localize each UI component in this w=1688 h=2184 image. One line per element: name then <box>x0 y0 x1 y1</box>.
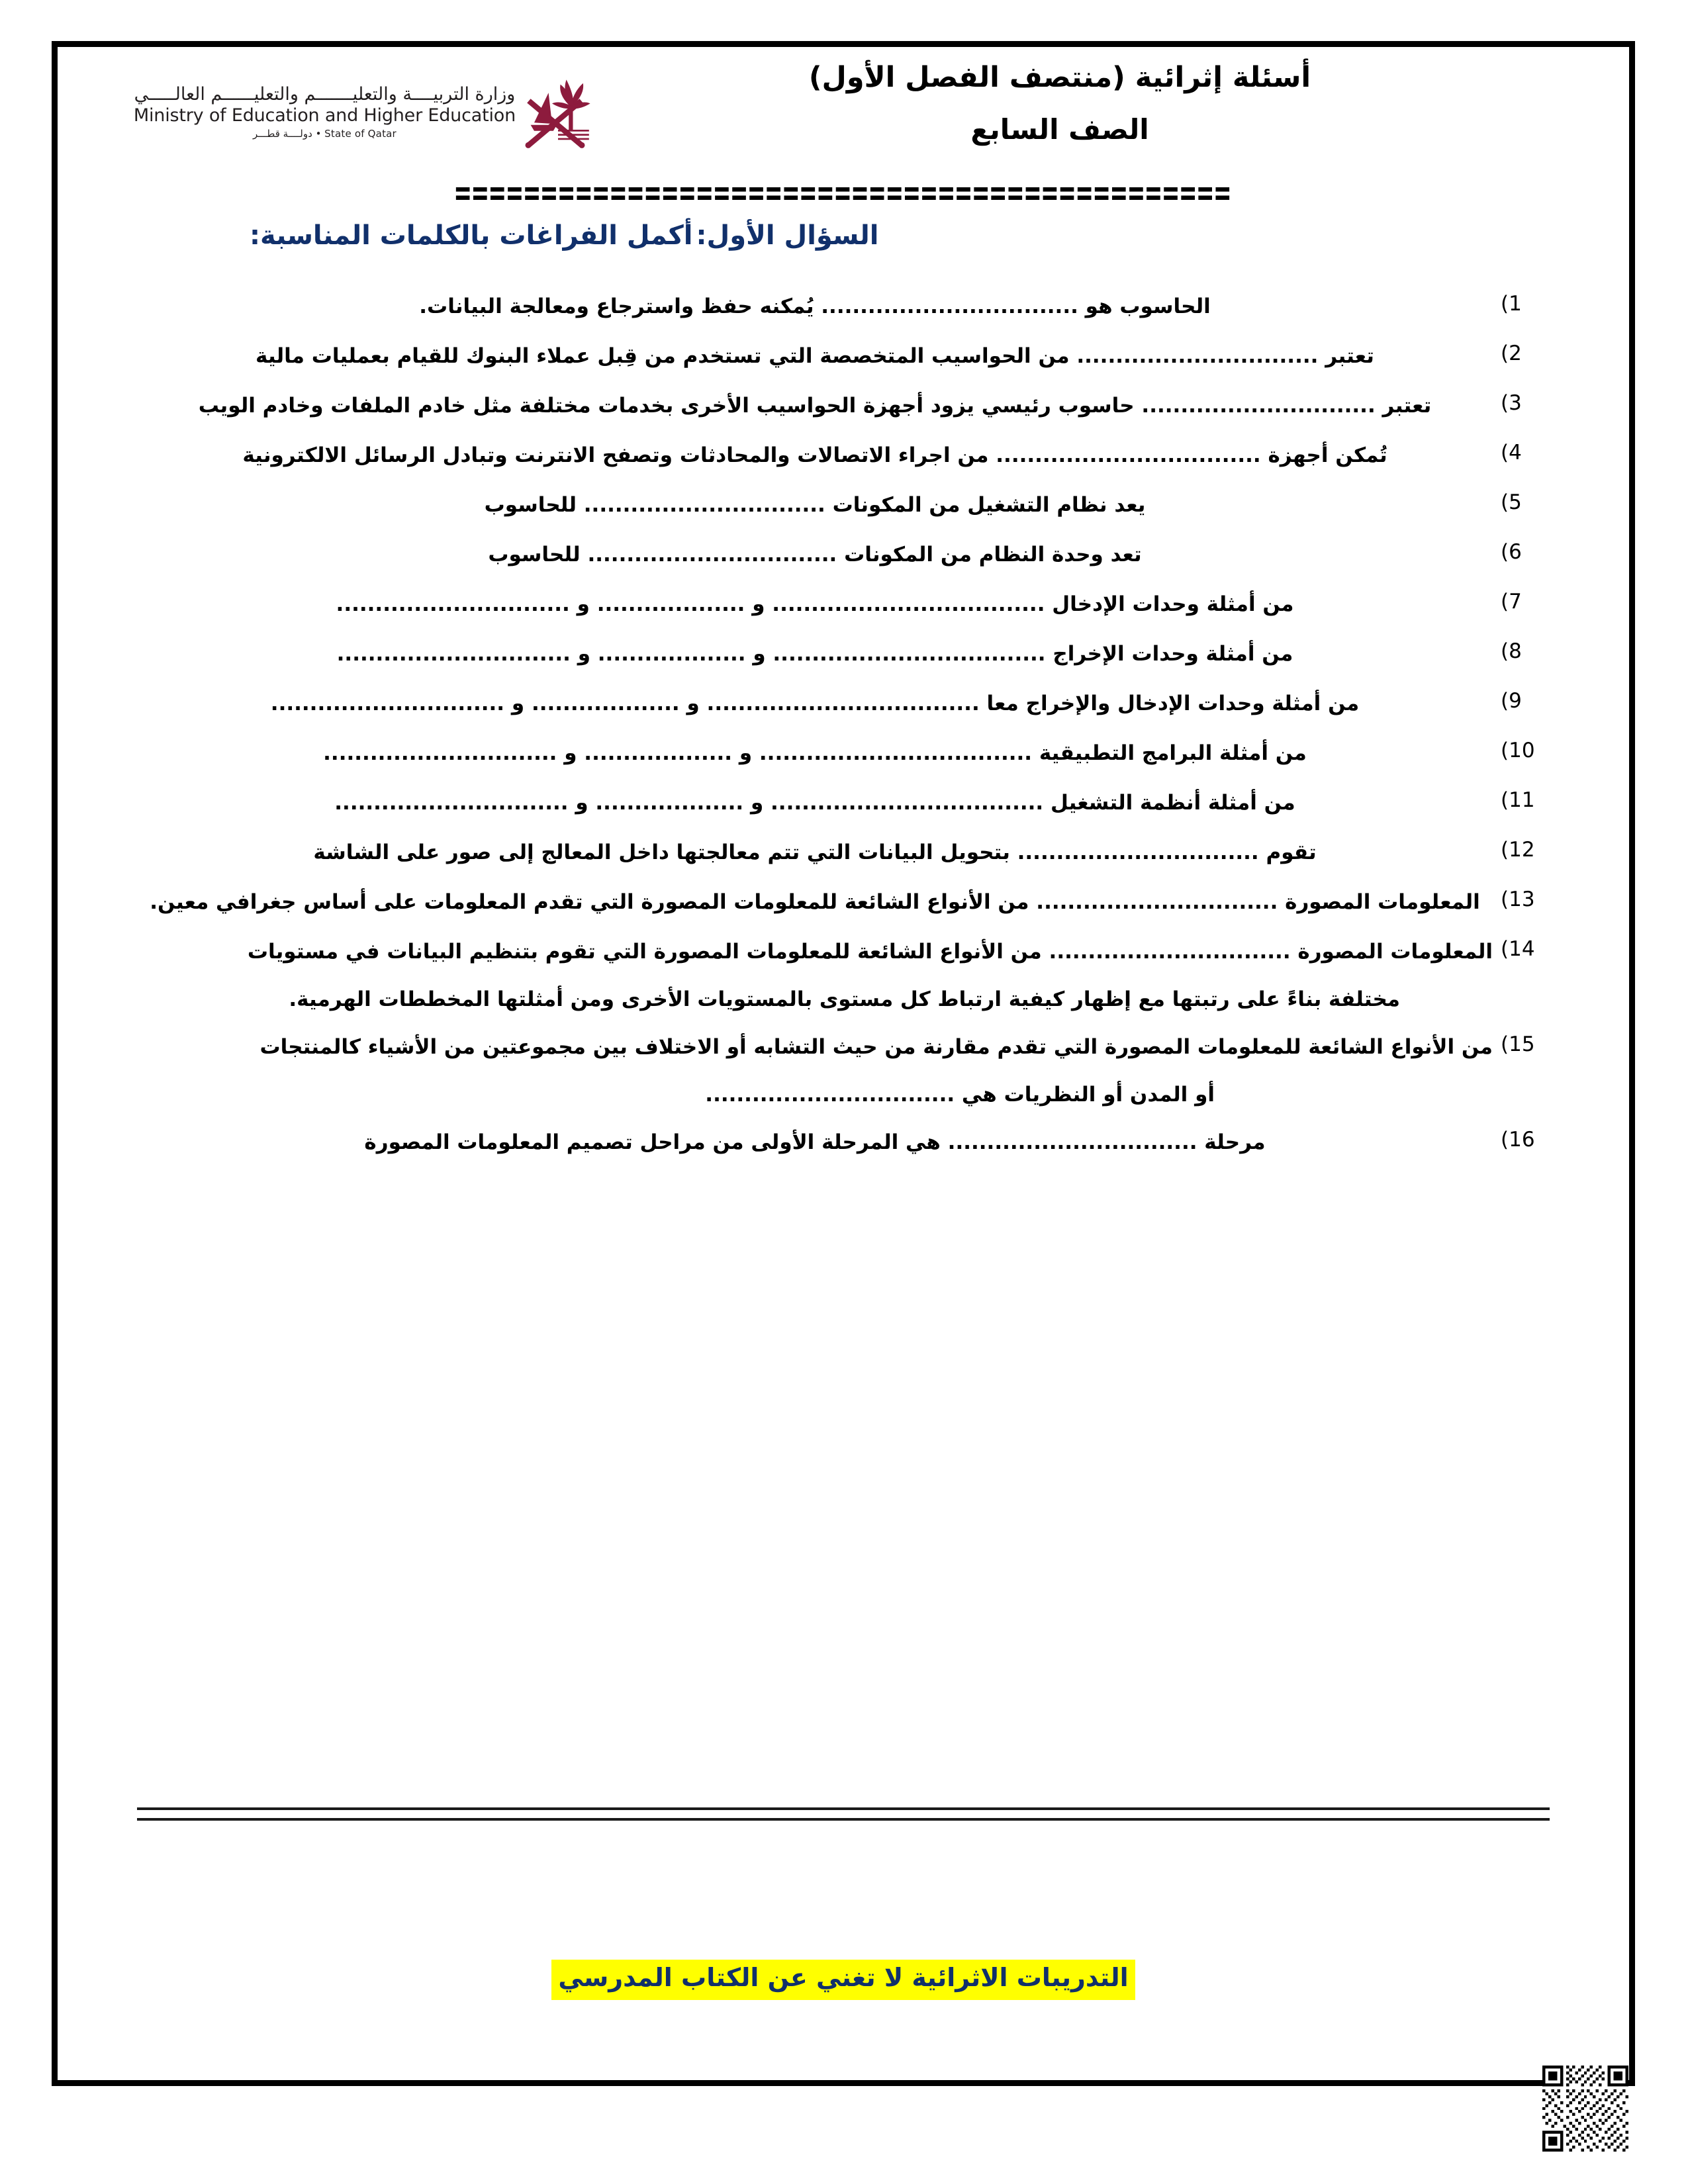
question-number: 13) <box>1501 887 1535 911</box>
question-item-11 <box>137 782 1550 824</box>
question-text: تعد وحدة النظام من المكونات ................................ للحاسوب <box>488 543 1142 567</box>
question-number: 7) <box>1501 590 1522 614</box>
question-text: الحاسوب هو ................................. يُمكنه حفظ واسترجاع ومعالجة البيانات. <box>419 295 1211 318</box>
question-text: من أمثلة البرامج التطبيقية ................................... و ................... و .............................. <box>323 741 1307 765</box>
question-item-3 <box>137 385 1550 427</box>
question-item-10 <box>137 732 1550 774</box>
question-item-6 <box>137 533 1550 576</box>
question-list <box>137 285 1550 1171</box>
question-number: 2) <box>1501 341 1522 365</box>
question-item-4 <box>137 434 1550 477</box>
question-item-5 <box>137 484 1550 526</box>
header-title-block <box>709 60 1411 146</box>
question-item-15 <box>137 1026 1550 1114</box>
question-text <box>137 1026 1493 1114</box>
question-number: 1) <box>1501 292 1522 316</box>
section-label: السؤال الأول: <box>696 220 879 251</box>
question-text: من أمثلة أنظمة التشغيل ................................... و ................... و .............................. <box>334 791 1295 815</box>
page-border-frame <box>52 41 1635 2086</box>
footer-note-text: التدريبات الاثرائية لا تغني عن الكتاب المدرسي <box>551 1960 1135 2000</box>
question-text: تعتبر ............................... من الحواسيب المتخصصة التي تستخدم من قِبل عملاء البنوك للقيام بعمليات مالية <box>256 344 1374 368</box>
question-item-1 <box>137 285 1550 328</box>
header-separator-rule <box>58 171 1629 215</box>
question-number: 9) <box>1501 689 1522 713</box>
separator-dashes: ============================================= <box>455 171 1232 215</box>
content-bottom-divider <box>137 1807 1550 1821</box>
question-text: تعتبر .............................. حاسوب رئيسي يزود أجهزة الحواسيب الأخرى بخدمات مختلفة مثل خادم الملفات وخادم الويب <box>198 394 1432 418</box>
question-number: 8) <box>1501 639 1522 663</box>
question-item-9 <box>137 682 1550 725</box>
question-number: 4) <box>1501 441 1522 465</box>
question-text: من أمثلة وحدات الإدخال ................................... و ................... و .............................. <box>336 592 1294 616</box>
question-item-14 <box>137 931 1550 1019</box>
question-item-2 <box>137 335 1550 377</box>
question-item-13 <box>137 881 1550 923</box>
qatar-emblem-icon <box>522 72 594 152</box>
section-instruction: أكمل الفراغات بالكلمات المناسبة: <box>250 220 693 251</box>
question-number: 11) <box>1501 788 1535 812</box>
question-text: من أمثلة وحدات الإخراج ................................... و ................... و .............................. <box>336 642 1293 666</box>
question-text: المعلومات المصورة ............................... من الأنواع الشائعة للمعلومات المصورة التي تقدم المعلومات على أساس جغرافي معين. <box>150 890 1480 914</box>
state-of-qatar-label: دولــــة قطـــر • State of Qatar <box>252 127 397 140</box>
question-text: يعد نظام التشغيل من المكونات ............................... للحاسوب <box>484 493 1146 517</box>
question-text: تقوم ............................... بتحويل البيانات التي تتم معالجتها داخل المعالج إلى صور على الشاشة <box>313 841 1317 864</box>
question-text: تُمكن أجهزة .................................. من اجراء الاتصالات والمحادثات وتصفح الانترنت وتبادل الرسائل الالكترونية <box>242 443 1387 467</box>
question-number: 16) <box>1501 1127 1535 1152</box>
question-item-12 <box>137 831 1550 874</box>
question-number: 5) <box>1501 490 1522 514</box>
ministry-logo-text <box>134 84 516 139</box>
question-item-16 <box>137 1121 1550 1163</box>
question-item-7 <box>137 583 1550 625</box>
ministry-name-arabic: وزارة التربيــــة والتعليـــــــم والتعليــــــم العالـــــي <box>134 84 516 105</box>
question-number: 10) <box>1501 739 1535 762</box>
question-text <box>137 931 1493 1019</box>
question-line-continued: مختلفة بناءً على رتبتها مع إظهار كيفية ارتباط كل مستوى بالمستويات الأخرى ومن أمثلتها المخططات الهرمية. <box>289 987 1400 1012</box>
section-heading <box>144 220 1543 251</box>
question-text: من أمثلة وحدات الإدخال والإخراج معا ................................... و ................... و .............................. <box>270 692 1360 715</box>
question-number: 15) <box>1501 1032 1535 1056</box>
question-line-continued: أو المدن أو النظريات هي ................................ <box>705 1083 1215 1107</box>
question-item-8 <box>137 633 1550 675</box>
question-line: من الأنواع الشائعة للمعلومات المصورة التي تقدم مقارنة من حيث التشابه أو الاختلاف بين مجموعتين من الأشياء كالمنتجات <box>259 1034 1493 1059</box>
question-number: 14) <box>1501 937 1535 961</box>
question-number: 6) <box>1501 540 1522 564</box>
question-line: المعلومات المصورة ............................... من الأنواع الشائعة للمعلومات المصورة التي تقوم بتنظيم البيانات في مستويات <box>247 940 1493 964</box>
document-header <box>58 47 1629 189</box>
question-text: مرحلة ................................ هي المرحلة الأولى من مراحل تصميم المعلومات المصورة <box>364 1130 1266 1154</box>
ministry-name-english: Ministry of Education and Higher Education <box>133 105 516 126</box>
qr-code-icon <box>1542 2066 1628 2152</box>
page-title: أسئلة إثرائية (منتصف الفصل الأول) <box>808 61 1311 94</box>
footer-note <box>58 1960 1629 2000</box>
grade-level-title: الصف السابع <box>970 113 1149 146</box>
ministry-logo <box>130 66 594 158</box>
question-number: 12) <box>1501 838 1535 862</box>
question-number: 3) <box>1501 391 1522 415</box>
